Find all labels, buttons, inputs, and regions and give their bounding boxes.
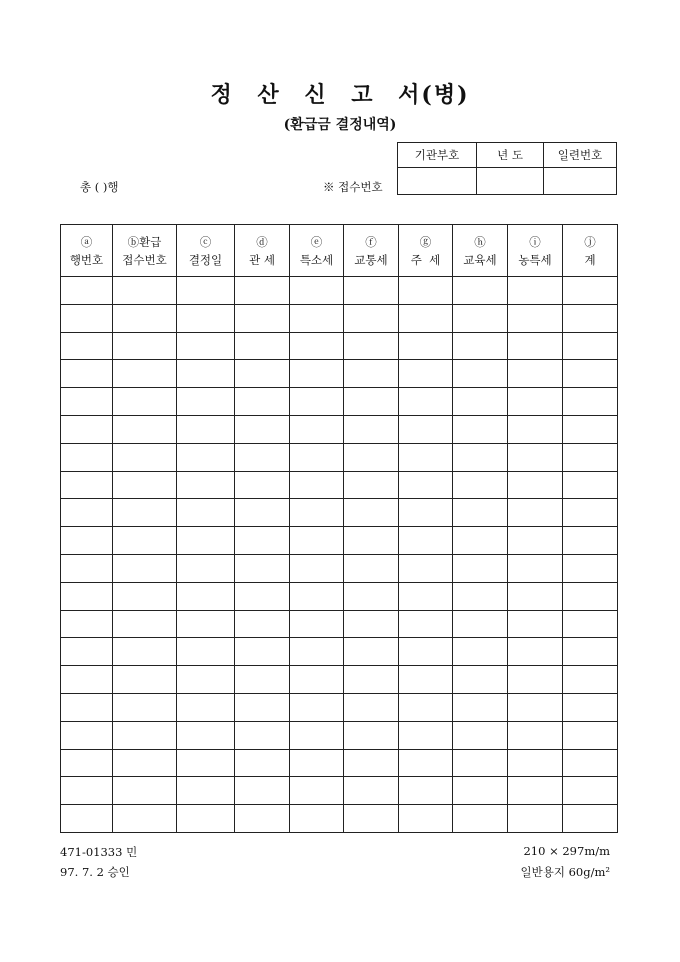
- table-cell[interactable]: [177, 332, 235, 360]
- table-row: [61, 666, 618, 694]
- table-row: [61, 805, 618, 833]
- table-cell[interactable]: [61, 582, 113, 610]
- table-cell[interactable]: [399, 666, 453, 694]
- table-cell[interactable]: [344, 304, 399, 332]
- table-cell[interactable]: [290, 554, 344, 582]
- table-cell[interactable]: [508, 527, 563, 555]
- table-cell[interactable]: [563, 332, 618, 360]
- table-cell[interactable]: [177, 277, 235, 305]
- table-cell[interactable]: [563, 582, 618, 610]
- table-cell[interactable]: [508, 277, 563, 305]
- table-cell[interactable]: [61, 638, 113, 666]
- table-cell[interactable]: [235, 388, 290, 416]
- table-cell[interactable]: [563, 554, 618, 582]
- table-cell[interactable]: [113, 277, 177, 305]
- table-cell[interactable]: [235, 582, 290, 610]
- table-cell[interactable]: [344, 693, 399, 721]
- table-row: [61, 443, 618, 471]
- table-cell[interactable]: [453, 304, 508, 332]
- table-cell[interactable]: [290, 527, 344, 555]
- table-cell[interactable]: [508, 666, 563, 694]
- table-cell[interactable]: [399, 304, 453, 332]
- table-cell[interactable]: [61, 693, 113, 721]
- office-code-table: [397, 142, 617, 195]
- table-cell[interactable]: [563, 805, 618, 833]
- table-cell[interactable]: [344, 277, 399, 305]
- table-cell[interactable]: [399, 805, 453, 833]
- table-cell[interactable]: [563, 721, 618, 749]
- form-number: 471-01333 민: [60, 845, 138, 859]
- table-cell[interactable]: [563, 610, 618, 638]
- table-cell[interactable]: [290, 304, 344, 332]
- table-cell[interactable]: [508, 554, 563, 582]
- table-cell[interactable]: [235, 749, 290, 777]
- col-header-total: ⓙ 계: [563, 225, 618, 277]
- table-cell[interactable]: [344, 554, 399, 582]
- table-cell[interactable]: [113, 499, 177, 527]
- table-cell[interactable]: [508, 777, 563, 805]
- paper-type: 일반용지 60g/m²: [520, 865, 610, 879]
- table-cell[interactable]: [113, 610, 177, 638]
- table-cell[interactable]: [508, 388, 563, 416]
- table-cell[interactable]: [61, 388, 113, 416]
- table-cell[interactable]: [453, 610, 508, 638]
- table-cell[interactable]: [61, 749, 113, 777]
- table-cell[interactable]: [177, 721, 235, 749]
- table-cell[interactable]: [113, 749, 177, 777]
- office-code-header: 기관부호: [398, 143, 477, 168]
- table-cell[interactable]: [235, 638, 290, 666]
- table-cell[interactable]: [113, 304, 177, 332]
- table-cell[interactable]: [453, 749, 508, 777]
- table-cell[interactable]: [113, 693, 177, 721]
- table-cell[interactable]: [177, 527, 235, 555]
- table-cell[interactable]: [177, 777, 235, 805]
- table-cell[interactable]: [508, 582, 563, 610]
- table-cell[interactable]: [453, 415, 508, 443]
- table-cell[interactable]: [235, 805, 290, 833]
- table-row: [61, 527, 618, 555]
- table-row: [61, 332, 618, 360]
- table-cell[interactable]: [399, 777, 453, 805]
- table-cell[interactable]: [508, 471, 563, 499]
- table-cell[interactable]: [177, 388, 235, 416]
- table-cell[interactable]: [399, 277, 453, 305]
- table-cell[interactable]: [177, 749, 235, 777]
- table-cell[interactable]: [290, 388, 344, 416]
- table-cell[interactable]: [177, 360, 235, 388]
- table-cell[interactable]: [344, 527, 399, 555]
- table-cell[interactable]: [563, 693, 618, 721]
- table-cell[interactable]: [177, 415, 235, 443]
- form-title: 정 산 신 고 서(병): [210, 82, 470, 108]
- table-cell[interactable]: [177, 499, 235, 527]
- table-row: [61, 304, 618, 332]
- table-cell[interactable]: [453, 666, 508, 694]
- table-cell[interactable]: [563, 666, 618, 694]
- table-cell[interactable]: [399, 638, 453, 666]
- table-cell[interactable]: [61, 721, 113, 749]
- table-cell[interactable]: [290, 610, 344, 638]
- table-cell[interactable]: [61, 277, 113, 305]
- table-row: [61, 777, 618, 805]
- table-cell[interactable]: [344, 471, 399, 499]
- table-row: [61, 499, 618, 527]
- table-row: [61, 415, 618, 443]
- table-cell[interactable]: [399, 721, 453, 749]
- table-cell[interactable]: [563, 527, 618, 555]
- table-row: [61, 638, 618, 666]
- table-cell[interactable]: [290, 693, 344, 721]
- table-cell[interactable]: [177, 471, 235, 499]
- table-cell[interactable]: [563, 499, 618, 527]
- table-row: [61, 277, 618, 305]
- table-cell[interactable]: [113, 360, 177, 388]
- table-row: [61, 471, 618, 499]
- table-cell[interactable]: [235, 277, 290, 305]
- table-cell[interactable]: [235, 554, 290, 582]
- col-header-customs-duty: ⓓ 관 세: [235, 225, 290, 277]
- table-cell[interactable]: [344, 360, 399, 388]
- col-header-rural-special-tax: ⓘ 농특세: [508, 225, 563, 277]
- table-cell[interactable]: [235, 443, 290, 471]
- table-cell[interactable]: [453, 805, 508, 833]
- table-cell[interactable]: [508, 638, 563, 666]
- table-cell[interactable]: [399, 693, 453, 721]
- table-cell[interactable]: [290, 638, 344, 666]
- table-cell[interactable]: [61, 499, 113, 527]
- table-cell[interactable]: [344, 721, 399, 749]
- table-cell[interactable]: [177, 666, 235, 694]
- table-cell[interactable]: [344, 777, 399, 805]
- table-cell[interactable]: [508, 693, 563, 721]
- table-cell[interactable]: [290, 277, 344, 305]
- table-row: [61, 360, 618, 388]
- table-cell[interactable]: [177, 693, 235, 721]
- table-cell[interactable]: [61, 527, 113, 555]
- col-header-special-excise-tax: ⓔ 특소세: [290, 225, 344, 277]
- table-cell[interactable]: [61, 666, 113, 694]
- year-field[interactable]: [477, 168, 544, 195]
- table-cell[interactable]: [290, 332, 344, 360]
- table-cell[interactable]: [290, 777, 344, 805]
- table-cell[interactable]: [113, 527, 177, 555]
- table-cell[interactable]: [563, 304, 618, 332]
- table-cell[interactable]: [290, 749, 344, 777]
- table-cell[interactable]: [563, 277, 618, 305]
- paper-size: 210 × 297m/m: [523, 844, 610, 858]
- table-cell[interactable]: [453, 554, 508, 582]
- table-cell[interactable]: [113, 638, 177, 666]
- table-cell[interactable]: [235, 471, 290, 499]
- table-cell[interactable]: [235, 693, 290, 721]
- table-cell[interactable]: [563, 471, 618, 499]
- table-row: [61, 554, 618, 582]
- table-cell[interactable]: [344, 749, 399, 777]
- table-cell[interactable]: [563, 749, 618, 777]
- table-cell[interactable]: [177, 582, 235, 610]
- table-cell[interactable]: [113, 666, 177, 694]
- table-cell[interactable]: [453, 443, 508, 471]
- table-cell[interactable]: [563, 777, 618, 805]
- table-cell[interactable]: [177, 610, 235, 638]
- table-cell[interactable]: [61, 471, 113, 499]
- table-cell[interactable]: [563, 360, 618, 388]
- table-cell[interactable]: [453, 582, 508, 610]
- table-cell[interactable]: [177, 638, 235, 666]
- table-cell[interactable]: [453, 638, 508, 666]
- table-cell[interactable]: [235, 415, 290, 443]
- table-cell[interactable]: [399, 749, 453, 777]
- table-cell[interactable]: [344, 638, 399, 666]
- total-rows-label: 총 ( )행: [80, 180, 119, 194]
- table-cell[interactable]: [113, 443, 177, 471]
- table-cell[interactable]: [563, 388, 618, 416]
- col-header-transportation-tax: ⓕ 교통세: [344, 225, 399, 277]
- col-header-decision-date: ⓒ 결정일: [177, 225, 235, 277]
- table-cell[interactable]: [61, 304, 113, 332]
- table-cell[interactable]: [113, 332, 177, 360]
- table-cell[interactable]: [177, 554, 235, 582]
- table-row: [61, 693, 618, 721]
- table-cell[interactable]: [344, 805, 399, 833]
- table-row: [61, 610, 618, 638]
- table-cell[interactable]: [344, 415, 399, 443]
- table-cell[interactable]: [508, 304, 563, 332]
- table-cell[interactable]: [235, 777, 290, 805]
- table-cell[interactable]: [399, 582, 453, 610]
- table-header-row: [61, 225, 618, 277]
- table-cell[interactable]: [113, 805, 177, 833]
- table-row: [61, 388, 618, 416]
- table-row: [61, 749, 618, 777]
- table-cell[interactable]: [344, 666, 399, 694]
- year-header: 년 도: [477, 143, 544, 168]
- serial-number-field[interactable]: [544, 168, 617, 195]
- table-cell[interactable]: [453, 332, 508, 360]
- table-cell[interactable]: [61, 554, 113, 582]
- table-cell[interactable]: [290, 582, 344, 610]
- table-cell[interactable]: [399, 443, 453, 471]
- table-cell[interactable]: [61, 805, 113, 833]
- table-cell[interactable]: [399, 415, 453, 443]
- table-cell[interactable]: [508, 360, 563, 388]
- table-cell[interactable]: [563, 415, 618, 443]
- table-cell[interactable]: [399, 471, 453, 499]
- table-cell[interactable]: [344, 443, 399, 471]
- table-cell[interactable]: [235, 721, 290, 749]
- table-cell[interactable]: [235, 527, 290, 555]
- table-cell[interactable]: [177, 443, 235, 471]
- table-cell[interactable]: [453, 693, 508, 721]
- table-cell[interactable]: [508, 332, 563, 360]
- table-cell[interactable]: [399, 360, 453, 388]
- table-cell[interactable]: [344, 388, 399, 416]
- table-cell[interactable]: [235, 332, 290, 360]
- table-cell[interactable]: [61, 443, 113, 471]
- table-cell[interactable]: [177, 304, 235, 332]
- table-cell[interactable]: [235, 499, 290, 527]
- col-header-liquor-tax: ⓖ 주 세: [399, 225, 453, 277]
- table-cell[interactable]: [453, 499, 508, 527]
- table-row: [61, 582, 618, 610]
- table-cell[interactable]: [113, 777, 177, 805]
- table-cell[interactable]: [290, 805, 344, 833]
- table-cell[interactable]: [508, 805, 563, 833]
- serial-number-header: 일련번호: [544, 143, 617, 168]
- table-cell[interactable]: [453, 360, 508, 388]
- table-cell[interactable]: [508, 415, 563, 443]
- table-cell[interactable]: [61, 360, 113, 388]
- table-cell[interactable]: [344, 610, 399, 638]
- table-cell[interactable]: [453, 388, 508, 416]
- col-header-receipt-number: ⓑ환급 접수번호: [113, 225, 177, 277]
- table-cell[interactable]: [113, 471, 177, 499]
- table-cell[interactable]: [399, 499, 453, 527]
- table-cell[interactable]: [453, 471, 508, 499]
- refund-decision-table: [60, 224, 618, 833]
- table-cell[interactable]: [453, 777, 508, 805]
- table-cell[interactable]: [399, 527, 453, 555]
- table-cell[interactable]: [344, 332, 399, 360]
- table-cell[interactable]: [61, 332, 113, 360]
- table-cell[interactable]: [399, 610, 453, 638]
- table-cell[interactable]: [177, 805, 235, 833]
- approval-date: 97. 7. 2 승인: [60, 865, 130, 879]
- table-cell[interactable]: [290, 415, 344, 443]
- table-cell[interactable]: [113, 388, 177, 416]
- table-cell[interactable]: [508, 721, 563, 749]
- table-cell[interactable]: [399, 332, 453, 360]
- table-cell[interactable]: [508, 749, 563, 777]
- table-cell[interactable]: [508, 610, 563, 638]
- table-cell[interactable]: [290, 666, 344, 694]
- table-cell[interactable]: [290, 360, 344, 388]
- table-cell[interactable]: [113, 554, 177, 582]
- table-cell[interactable]: [290, 721, 344, 749]
- table-cell[interactable]: [113, 415, 177, 443]
- table-cell[interactable]: [453, 527, 508, 555]
- table-cell[interactable]: [453, 277, 508, 305]
- table-cell[interactable]: [113, 582, 177, 610]
- table-cell[interactable]: [399, 388, 453, 416]
- table-cell[interactable]: [290, 499, 344, 527]
- col-header-education-tax: ⓗ 교육세: [453, 225, 508, 277]
- table-cell[interactable]: [61, 777, 113, 805]
- table-cell[interactable]: [235, 360, 290, 388]
- table-cell[interactable]: [563, 443, 618, 471]
- table-cell[interactable]: [113, 721, 177, 749]
- col-header-row-number: ⓐ 행번호: [61, 225, 113, 277]
- table-cell[interactable]: [290, 443, 344, 471]
- table-cell[interactable]: [235, 666, 290, 694]
- table-cell[interactable]: [61, 415, 113, 443]
- office-code-field[interactable]: [398, 168, 477, 195]
- table-cell[interactable]: [235, 304, 290, 332]
- table-cell[interactable]: [344, 582, 399, 610]
- table-cell[interactable]: [453, 721, 508, 749]
- table-cell[interactable]: [235, 610, 290, 638]
- table-cell[interactable]: [344, 499, 399, 527]
- table-cell[interactable]: [563, 638, 618, 666]
- table-cell[interactable]: [61, 610, 113, 638]
- form-subtitle: (환급금 결정내역): [283, 117, 397, 133]
- table-row: [61, 721, 618, 749]
- table-cell[interactable]: [399, 554, 453, 582]
- table-cell[interactable]: [508, 443, 563, 471]
- receipt-number-label: ※ 접수번호: [323, 180, 383, 194]
- table-cell[interactable]: [290, 471, 344, 499]
- table-cell[interactable]: [508, 499, 563, 527]
